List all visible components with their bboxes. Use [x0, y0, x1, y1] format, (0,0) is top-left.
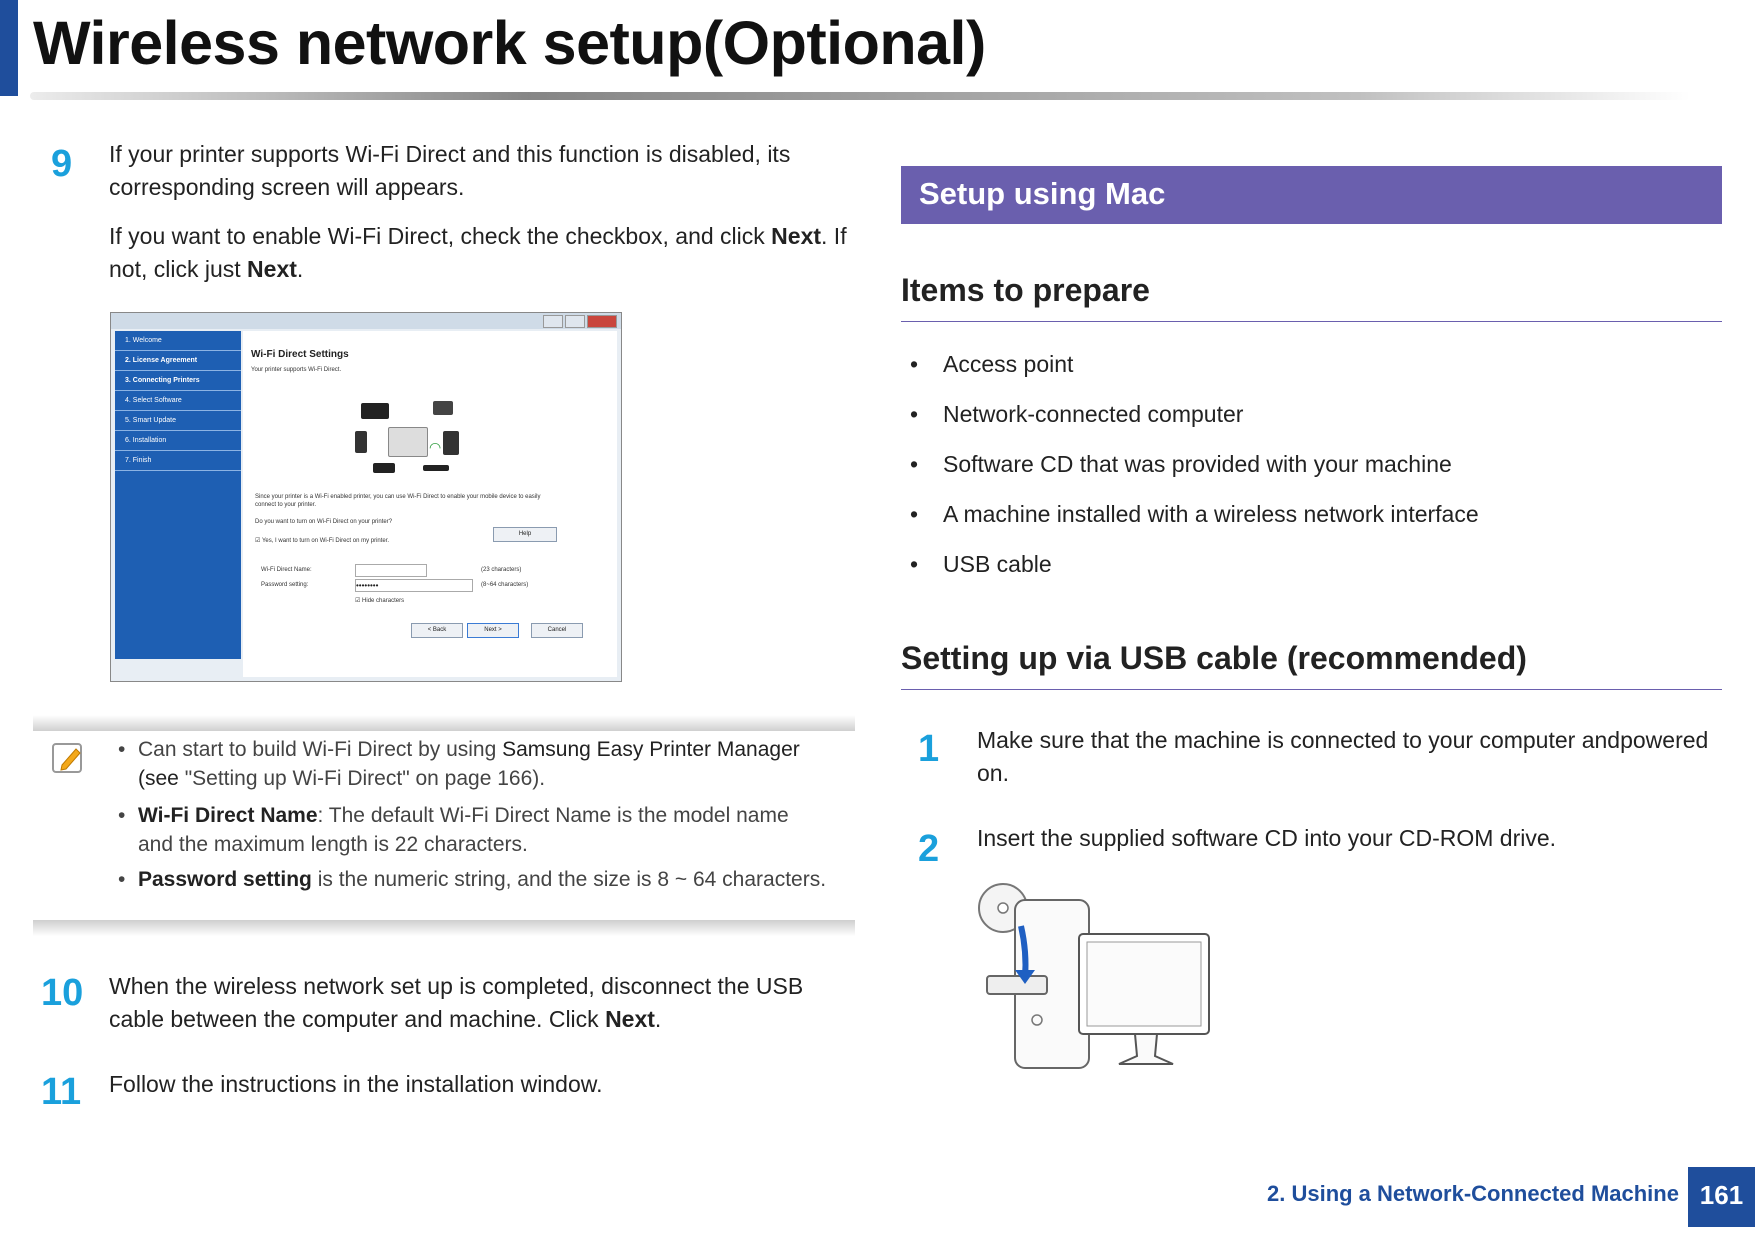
- usb-heading-rule: [901, 689, 1722, 690]
- list-item: • A machine installed with a wireless network interface: [910, 501, 1479, 527]
- note-pencil-icon: [50, 741, 86, 777]
- projector-icon: [373, 463, 395, 473]
- installer-main-panel: [243, 331, 617, 677]
- section-header-bar: [901, 166, 1722, 224]
- wifi-direct-name-hint: (23 characters): [481, 567, 522, 573]
- window-titlebar: [111, 313, 621, 329]
- note-top-border: [33, 715, 855, 731]
- usb-setup-heading: Setting up via USB cable (recommended): [901, 640, 1527, 676]
- minimize-icon: [543, 315, 563, 328]
- list-item: • Software CD that was provided with your machine: [910, 451, 1452, 477]
- step-1-text: Make sure that the machine is connected to your computer andpowered on.: [977, 727, 1709, 786]
- hide-characters-checkbox[interactable]: ☑ Hide characters: [355, 598, 405, 604]
- tablet-icon: [443, 431, 459, 455]
- samsung-easy-printer-manager-link[interactable]: Samsung Easy Printer Manager: [502, 738, 800, 761]
- step-11-text: Follow the instructions in the installation window.: [109, 1071, 603, 1097]
- help-button[interactable]: Help: [493, 527, 557, 542]
- maximize-icon: [565, 315, 585, 328]
- camera-icon: [433, 401, 453, 415]
- installer-step: 4. Select Software: [115, 391, 241, 411]
- note-item-2: • Wi-Fi Direct Name: The default Wi-Fi Direct Name is the model name and the maximum length is 22 characters.: [118, 804, 789, 856]
- installer-step: 3. Connecting Printers: [115, 371, 241, 391]
- wifi-icon: ◠: [429, 439, 442, 455]
- installer-step: 6. Installation: [115, 431, 241, 451]
- step-10-text: When the wireless network set up is completed, disconnect the USB cable between the computer and machine. Click Next.: [109, 973, 804, 1032]
- cancel-button[interactable]: Cancel: [531, 623, 583, 638]
- step-2-number: 2: [918, 828, 940, 870]
- items-to-prepare-heading: Items to prepare: [901, 272, 1150, 308]
- items-heading-rule: [901, 321, 1722, 322]
- page-number: 161: [1688, 1167, 1755, 1227]
- installer-subtitle: Your printer supports Wi-Fi Direct.: [251, 367, 342, 373]
- cd-tray-icon: [987, 976, 1047, 994]
- header-accent-bar: [0, 0, 18, 96]
- step-11-number: 11: [41, 1071, 82, 1113]
- installer-step: 7. Finish: [115, 451, 241, 471]
- installer-step: 2. License Agreement: [115, 351, 241, 371]
- installer-steps-sidebar: [115, 331, 241, 659]
- wifi-direct-name-input[interactable]: [355, 564, 427, 577]
- chapter-footer: 2. Using a Network-Connected Machine: [1267, 1181, 1679, 1206]
- step-9-instruction: If you want to enable Wi-Fi Direct, check the checkbox, and click Next. If not, click just Next.: [109, 223, 847, 282]
- back-button[interactable]: < Back: [411, 623, 463, 638]
- installer-step: 1. Welcome: [115, 331, 241, 351]
- note-item-1: • Can start to build Wi-Fi Direct by using Samsung Easy Printer Manager (see "Setting up Wi-Fi Direct" on page 166).: [118, 738, 800, 790]
- section-title: Setup using Mac: [919, 176, 1166, 211]
- step-2-text: Insert the supplied software CD into your CD-ROM drive.: [977, 825, 1557, 851]
- tv-icon: [361, 403, 389, 419]
- note-item-3: • Password setting is the numeric string, and the size is 8 ~ 64 characters.: [118, 868, 827, 891]
- installer-question: Do you want to turn on Wi-Fi Direct on your printer?: [255, 519, 393, 525]
- step-9-number: 9: [51, 143, 73, 185]
- page-title: Wireless network setup(Optional): [33, 9, 986, 77]
- wifi-direct-checkbox[interactable]: ☑ Yes, I want to turn on Wi-Fi Direct on my printer.: [255, 538, 390, 544]
- wifi-direct-settings-screenshot: [110, 312, 622, 682]
- note-bottom-border: [33, 920, 855, 936]
- header-divider: [30, 92, 1690, 100]
- installer-step: 5. Smart Update: [115, 411, 241, 431]
- password-input[interactable]: ••••••••: [355, 579, 473, 592]
- media-player-icon: [423, 465, 449, 471]
- printer-icon: [388, 427, 428, 457]
- installer-title: Wi-Fi Direct Settings: [251, 349, 349, 360]
- password-label: Password setting:: [261, 582, 309, 588]
- step-1-number: 1: [918, 728, 940, 770]
- list-item: • USB cable: [910, 551, 1052, 577]
- step-9-text: If your printer supports Wi-Fi Direct and this function is disabled, its corresponding screen will appears.: [109, 141, 791, 200]
- list-item: • Network-connected computer: [910, 401, 1244, 427]
- list-item: • Access point: [910, 351, 1074, 377]
- wifi-direct-name-label: Wi-Fi Direct Name:: [261, 567, 312, 573]
- next-button[interactable]: Next >: [467, 623, 519, 638]
- installer-info: Since your printer is a Wi-Fi enabled printer, you can use Wi-Fi Direct to enable your mobile device to easily connect to your printer.: [255, 494, 541, 508]
- password-hint: (8~64 characters): [481, 582, 529, 588]
- close-icon: [587, 315, 617, 328]
- note-box: [33, 715, 855, 940]
- phone-icon: [355, 431, 367, 453]
- mac-cd-insert-illustration: [975, 880, 1215, 1072]
- step-10-number: 10: [41, 972, 84, 1014]
